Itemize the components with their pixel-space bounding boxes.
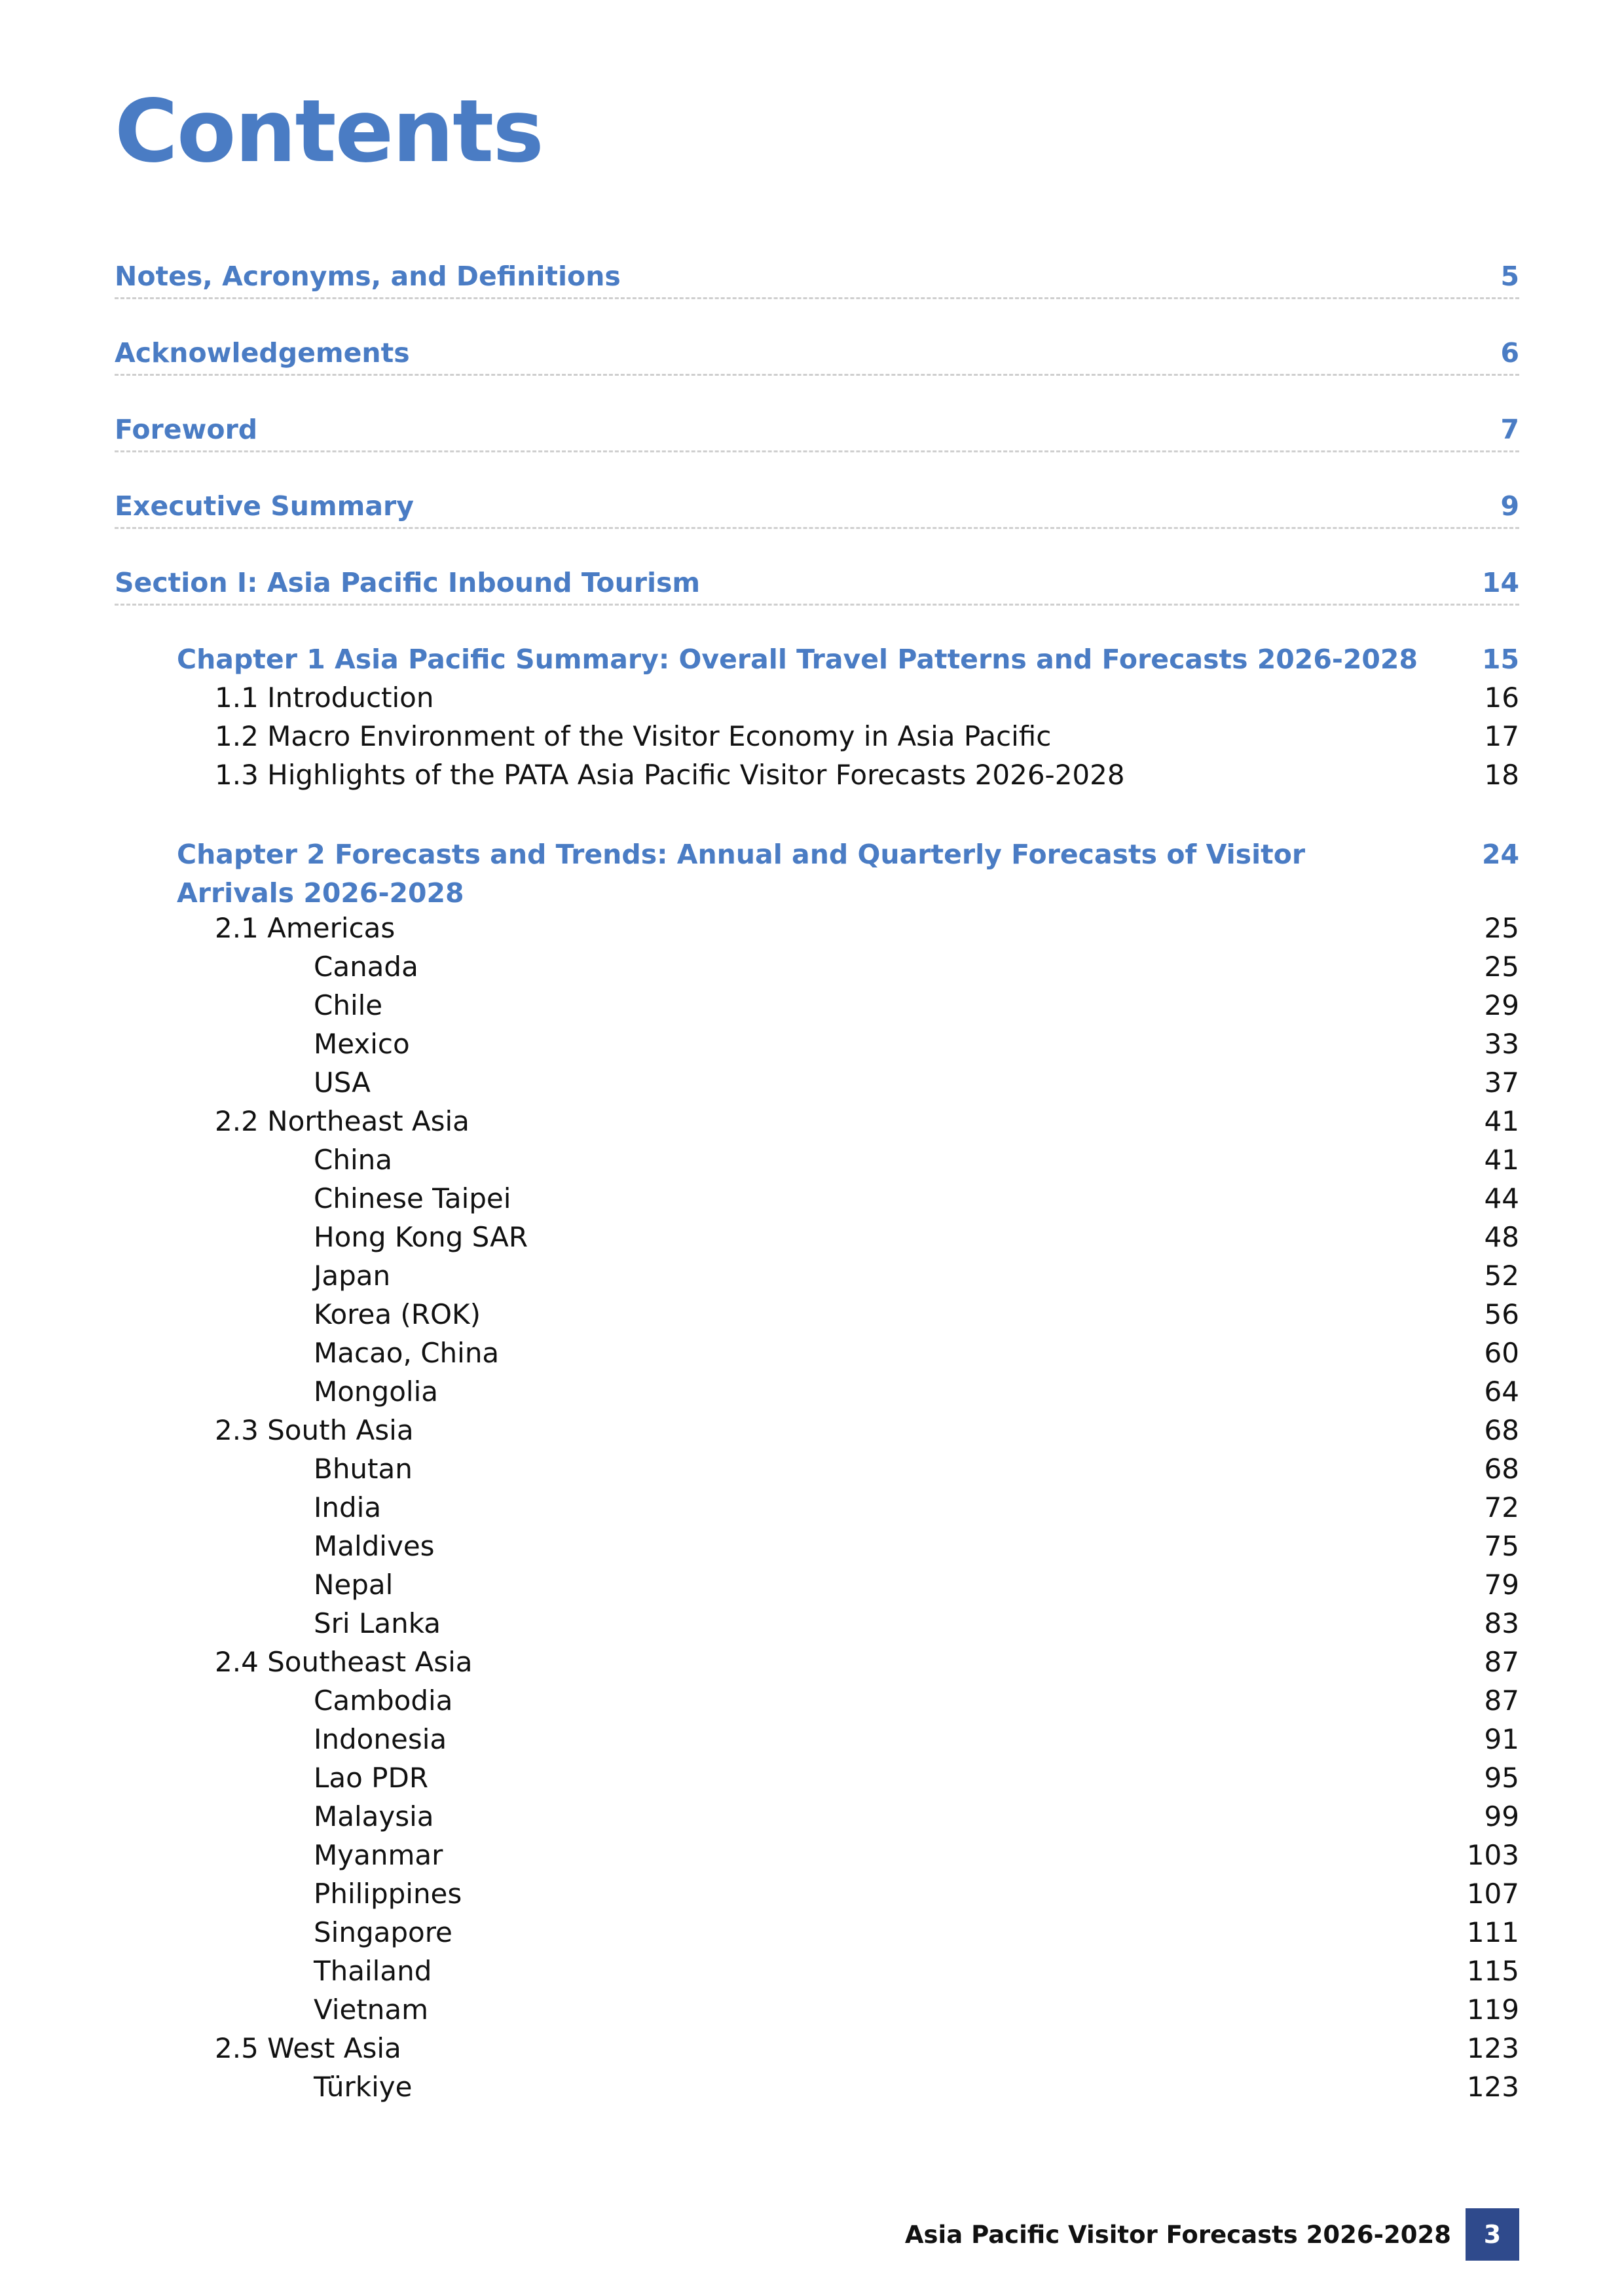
toc-country-label: Mexico [314, 1028, 410, 1060]
toc-country-entry[interactable] [115, 1762, 1519, 1794]
page-title: Contents [115, 81, 543, 182]
toc-country-page: 115 [1466, 1955, 1519, 1987]
toc-country-page: 83 [1484, 1607, 1519, 1639]
toc-country-page: 75 [1484, 1530, 1519, 1562]
toc-chapter-2[interactable] [115, 835, 1519, 913]
toc-country-label: Cambodia [314, 1685, 453, 1717]
toc-country-entry[interactable] [115, 1916, 1519, 1948]
toc-country-page: 64 [1484, 1376, 1519, 1408]
toc-country-label: Mongolia [314, 1376, 438, 1408]
toc-country-page: 119 [1466, 1994, 1519, 2026]
toc-country-entry[interactable] [115, 1955, 1519, 1987]
toc-country-entry[interactable] [115, 1569, 1519, 1601]
toc-subentry-page: 123 [1466, 2032, 1519, 2064]
toc-country-page: 87 [1484, 1685, 1519, 1717]
toc-country-entry[interactable] [115, 1839, 1519, 1871]
toc-country-page: 91 [1484, 1723, 1519, 1755]
toc-country-entry[interactable] [115, 1607, 1519, 1639]
page-footer [905, 2208, 1519, 2261]
toc-subentry-label: 2.1 Americas [215, 912, 396, 944]
toc-subentry[interactable] [115, 2032, 1519, 2064]
toc-country-label: Nepal [314, 1569, 394, 1601]
toc-chapter-page: 24 [1481, 839, 1519, 870]
toc-country-label: India [314, 1491, 382, 1523]
toc-country-label: Vietnam [314, 1994, 429, 2026]
toc-country-label: Japan [314, 1260, 391, 1292]
toc-subentry-page: 25 [1484, 912, 1519, 944]
toc-country-entry[interactable] [115, 1685, 1519, 1717]
toc-country-entry[interactable] [115, 1260, 1519, 1292]
toc-country-label: Singapore [314, 1916, 452, 1948]
toc-subentry[interactable] [115, 912, 1519, 944]
toc-entry-notes[interactable] [115, 261, 1519, 299]
toc-entry-label: Acknowledgements [115, 337, 410, 369]
toc-subentry[interactable] [115, 682, 1519, 714]
toc-subentry-label: 2.3 South Asia [215, 1414, 414, 1446]
toc-entry-label: Section I: Asia Pacific Inbound Tourism [115, 567, 701, 598]
toc-subentry-label: 1.3 Highlights of the PATA Asia Pacific Visitor Forecasts 2026-2028 [215, 759, 1125, 791]
toc-country-entry[interactable] [115, 989, 1519, 1021]
toc-subentry-page: 16 [1484, 682, 1519, 714]
toc-subentry[interactable] [115, 759, 1519, 791]
toc-country-label: Türkiye [314, 2071, 413, 2103]
toc-country-page: 41 [1484, 1144, 1519, 1176]
toc-subentry-label: 2.5 West Asia [215, 2032, 401, 2064]
toc-country-page: 25 [1484, 951, 1519, 983]
toc-country-label: Indonesia [314, 1723, 447, 1755]
toc-country-entry[interactable] [115, 1723, 1519, 1755]
toc-country-page: 123 [1466, 2071, 1519, 2103]
toc-country-label: Bhutan [314, 1453, 413, 1485]
toc-country-entry[interactable] [115, 1994, 1519, 2026]
toc-subentry[interactable] [115, 1414, 1519, 1446]
toc-entry-label: Notes, Acronyms, and Definitions [115, 261, 621, 292]
toc-country-page: 56 [1484, 1298, 1519, 1330]
toc-country-page: 48 [1484, 1221, 1519, 1253]
toc-country-entry[interactable] [115, 1530, 1519, 1562]
toc-country-page: 111 [1466, 1916, 1519, 1948]
toc-entry-label: Foreword [115, 414, 258, 445]
toc-country-entry[interactable] [115, 1066, 1519, 1099]
toc-entry-page: 7 [1500, 414, 1519, 445]
toc-chapter-1[interactable] [115, 644, 1519, 675]
toc-entry-label: Executive Summary [115, 490, 414, 522]
toc-country-entry[interactable] [115, 1376, 1519, 1408]
toc-entry-foreword[interactable] [115, 414, 1519, 452]
toc-country-page: 99 [1484, 1800, 1519, 1832]
toc-entry-page: 14 [1481, 567, 1519, 598]
toc-entry-page: 5 [1500, 261, 1519, 292]
toc-country-label: Hong Kong SAR [314, 1221, 528, 1253]
toc-country-entry[interactable] [115, 1298, 1519, 1330]
toc-country-page: 72 [1484, 1491, 1519, 1523]
toc-chapter-label: Chapter 1 Asia Pacific Summary: Overall Travel Patterns and Forecasts 2026-2028 [177, 644, 1418, 675]
toc-country-label: Korea (ROK) [314, 1298, 481, 1330]
toc-country-entry[interactable] [115, 1028, 1519, 1060]
toc-entry-executive-summary[interactable] [115, 490, 1519, 529]
toc-country-label: USA [314, 1066, 371, 1099]
toc-country-page: 107 [1466, 1878, 1519, 1910]
toc-subentry-label: 2.2 Northeast Asia [215, 1105, 470, 1137]
toc-country-page: 29 [1484, 989, 1519, 1021]
page-number-badge: 3 [1466, 2208, 1519, 2261]
toc-country-label: Thailand [314, 1955, 432, 1987]
toc-entry-page: 9 [1500, 490, 1519, 522]
toc-country-page: 60 [1484, 1337, 1519, 1369]
toc-country-label: China [314, 1144, 392, 1176]
toc-country-label: Macao, China [314, 1337, 500, 1369]
toc-country-page: 44 [1484, 1182, 1519, 1214]
toc-country-entry[interactable] [115, 1453, 1519, 1485]
toc-country-label: Lao PDR [314, 1762, 429, 1794]
toc-country-entry[interactable] [115, 2071, 1519, 2103]
footer-title: Asia Pacific Visitor Forecasts 2026-2028 [904, 2220, 1451, 2249]
toc-country-page: 79 [1484, 1569, 1519, 1601]
toc-country-label: Maldives [314, 1530, 435, 1562]
toc-country-page: 52 [1484, 1260, 1519, 1292]
toc-country-label: Sri Lanka [314, 1607, 441, 1639]
toc-subentry[interactable] [115, 1105, 1519, 1137]
toc-subentry-page: 41 [1484, 1105, 1519, 1137]
toc-country-page: 103 [1466, 1839, 1519, 1871]
toc-country-entry[interactable] [115, 1878, 1519, 1910]
toc-country-entry[interactable] [115, 1491, 1519, 1523]
toc-country-entry[interactable] [115, 1144, 1519, 1176]
toc-entry-acknowledgements[interactable] [115, 337, 1519, 376]
toc-subentry-page: 17 [1484, 720, 1519, 752]
toc-subentry[interactable] [115, 720, 1519, 752]
toc-chapter-page: 15 [1481, 644, 1519, 675]
toc-country-entry[interactable] [115, 951, 1519, 983]
toc-subentry-page: 87 [1484, 1646, 1519, 1678]
toc-subentry-label: 2.4 Southeast Asia [215, 1646, 473, 1678]
toc-subentry[interactable] [115, 1646, 1519, 1678]
toc-entry-page: 6 [1500, 337, 1519, 369]
toc-country-page: 68 [1484, 1453, 1519, 1485]
toc-subentry-label: 1.1 Introduction [215, 682, 434, 714]
toc-country-page: 37 [1484, 1066, 1519, 1099]
toc-subentry-label: 1.2 Macro Environment of the Visitor Economy in Asia Pacific [215, 720, 1052, 752]
toc-subentry-page: 68 [1484, 1414, 1519, 1446]
toc-country-label: Malaysia [314, 1800, 434, 1832]
toc-country-entry[interactable] [115, 1182, 1519, 1214]
toc-country-label: Chile [314, 989, 383, 1021]
toc-country-label: Chinese Taipei [314, 1182, 511, 1214]
toc-country-label: Philippines [314, 1878, 462, 1910]
toc-chapter-label: Chapter 2 Forecasts and Trends: Annual and Quarterly Forecasts of Visitor Arrivals 2026-2028 [177, 839, 1306, 909]
toc-country-page: 33 [1484, 1028, 1519, 1060]
toc-country-label: Myanmar [314, 1839, 443, 1871]
toc-country-entry[interactable] [115, 1800, 1519, 1832]
toc-country-label: Canada [314, 951, 418, 983]
toc-country-entry[interactable] [115, 1337, 1519, 1369]
toc-country-page: 95 [1484, 1762, 1519, 1794]
toc-entry-section-1[interactable] [115, 567, 1519, 606]
toc-subentry-page: 18 [1484, 759, 1519, 791]
toc-country-entry[interactable] [115, 1221, 1519, 1253]
